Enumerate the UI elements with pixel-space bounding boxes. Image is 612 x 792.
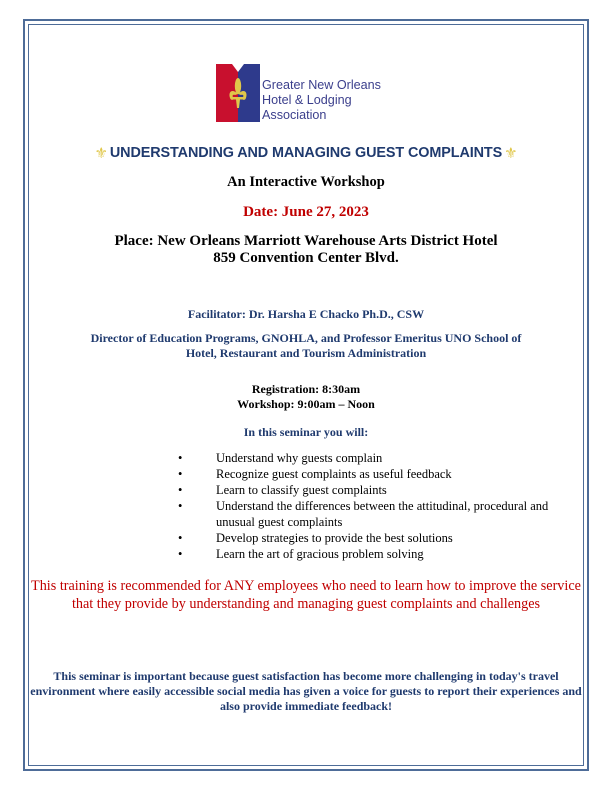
schedule: [30, 382, 582, 411]
facilitator-title: [30, 331, 582, 361]
bullet-icon: •: [178, 467, 183, 481]
workshop-time: Workshop: 9:00am – Noon: [237, 396, 375, 411]
director-line-1: Director of Education Programs, GNOHLA, and Professor Emeritus UNO School of: [90, 331, 522, 345]
seminar-points-list: [178, 450, 578, 562]
association-logo: [216, 64, 416, 122]
event-date: Date: June 27, 2023: [243, 204, 369, 220]
list-item: • Learn the art of gracious problem solving: [178, 547, 424, 561]
list-item: • Develop strategies to provide the best solutions: [178, 531, 453, 545]
place-line-2: 859 Convention Center Blvd.: [213, 250, 399, 266]
place-line-1: Place: New Orleans Marriott Warehouse Arts District Hotel: [114, 233, 498, 249]
logo-text: [262, 78, 381, 123]
bullet-icon: •: [178, 499, 183, 513]
bullet-icon: •: [178, 483, 183, 497]
list-item: • Understand why guests complain: [178, 451, 383, 465]
director-line-2: Hotel, Restaurant and Tourism Administration: [185, 346, 427, 360]
facilitator: Facilitator: Dr. Harsha E Chacko Ph.D., CSW: [187, 307, 425, 321]
fleur-de-lis-icon: [216, 64, 260, 122]
importance-text: This seminar is important because guest satisfaction has become more challenging in today's travel environment where easily accessible social media has given a voice for guests to report their experiences and also provide immediate feedback!: [30, 669, 582, 713]
logo-line-2: Hotel & Lodging: [262, 93, 352, 107]
recommendation-text: This training is recommended for ANY employees who need to learn how to improve the service that they provide by understanding and managing guest complaints and challenges: [31, 578, 581, 612]
registration-time: Registration: 8:30am: [251, 382, 361, 396]
logo-line-1: Greater New Orleans: [262, 78, 381, 92]
logo-line-3: Association: [262, 108, 327, 122]
bullet-icon: •: [178, 451, 183, 465]
subtitle: An Interactive Workshop: [227, 174, 385, 190]
bullet-icon: •: [178, 531, 183, 545]
bullet-icon: •: [178, 547, 183, 561]
list-item: • Learn to classify guest complaints: [178, 483, 387, 497]
workshop-title: [30, 144, 582, 162]
event-place: [30, 233, 582, 267]
list-item: • Recognize guest complaints as useful feedback: [178, 467, 452, 481]
fleur-de-lis-icon: ⚜: [504, 145, 518, 162]
title-text: UNDERSTANDING AND MANAGING GUEST COMPLAINTS: [109, 145, 503, 161]
fleur-de-lis-icon: ⚜: [94, 145, 108, 162]
list-item: • Understand the differences between the attitudinal, procedural and unusual guest complaints: [178, 499, 549, 529]
seminar-heading: In this seminar you will:: [243, 425, 369, 439]
